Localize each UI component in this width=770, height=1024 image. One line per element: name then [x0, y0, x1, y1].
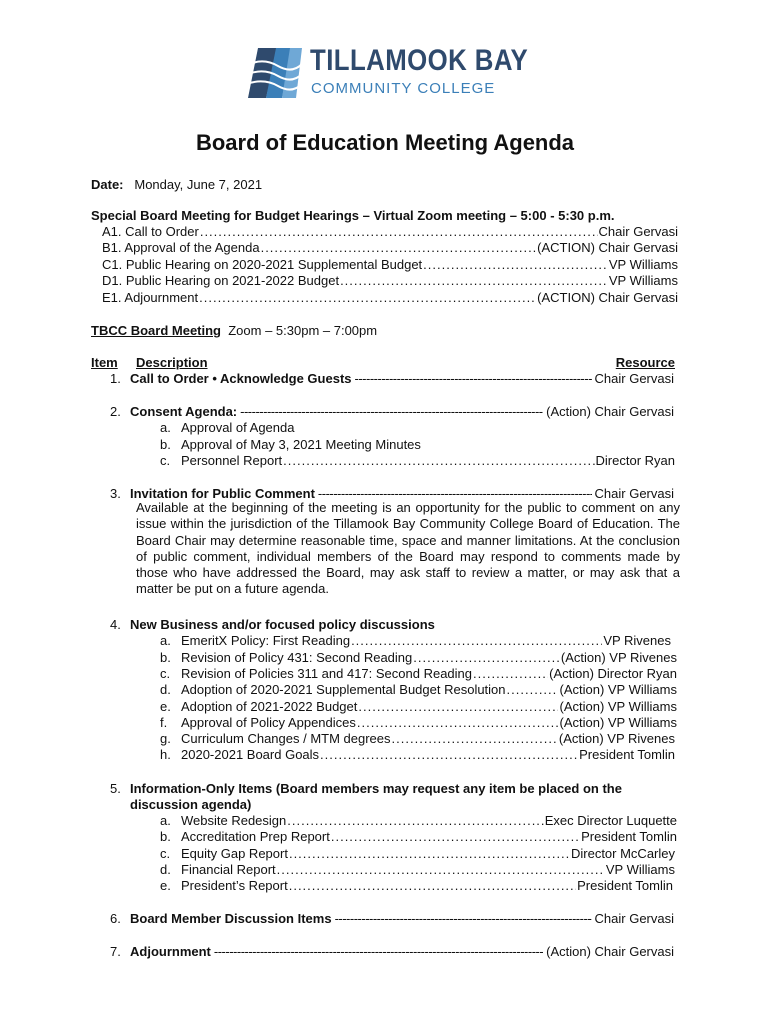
sub-letter: e. — [160, 699, 171, 714]
special-meeting-heading: Special Board Meeting for Budget Hearings – Virtual Zoom meeting – 5:00 - 5:30 p.m. — [91, 208, 615, 223]
sub-item: Equity Gap Report ..... Director McCarley — [181, 846, 675, 862]
tbcc-meeting-heading — [91, 323, 377, 339]
item-number: 2. — [110, 404, 121, 419]
agenda-item-adjournment: Adjournment ----- (Action) Chair Gervasi — [130, 944, 674, 960]
sub-item: Accreditation Prep Report ..... President Tomlin — [181, 829, 677, 845]
sub-item: Financial Report ..... VP Williams — [181, 862, 675, 878]
logo-name: TILLAMOOK BAY — [310, 44, 529, 77]
item-number: 5. — [110, 781, 121, 796]
logo-wave-icon — [244, 42, 304, 102]
sub-letter: b. — [160, 829, 171, 844]
agenda-item-public-comment: Invitation for Public Comment ----- Chair Gervasi — [130, 486, 674, 502]
tbcc-time: Zoom – 5:30pm – 7:00pm — [228, 323, 378, 338]
agenda-item-new-business: New Business and/or focused policy discussions — [130, 617, 435, 632]
sub-item: Adoption of 2020-2021 Supplemental Budget Resolution ..... (Action) VP Williams — [181, 682, 677, 698]
sub-letter: a. — [160, 420, 171, 435]
sub-letter: a. — [160, 813, 171, 828]
sub-letter: c. — [160, 453, 171, 468]
tbcc-label: TBCC Board Meeting — [91, 323, 221, 338]
sub-letter: c. — [160, 666, 171, 681]
agenda-item-call-to-order: Call to Order • Acknowledge Guests ----- Chair Gervasi — [130, 371, 674, 387]
sub-letter: h. — [160, 747, 171, 762]
sub-item: Approval of May 3, 2021 Meeting Minutes — [181, 437, 421, 452]
sub-item: Website Redesign ..... Exec Director Luquette — [181, 813, 677, 829]
agenda-item-discussion: Board Member Discussion Items ----- Chair Gervasi — [130, 911, 674, 927]
sub-item: Approval of Agenda — [181, 420, 295, 435]
sub-item: 2020-2021 Board Goals ..... President Tomlin — [181, 747, 675, 763]
sub-letter: f. — [160, 715, 168, 730]
header-description: Description — [136, 355, 208, 370]
logo-subtitle: COMMUNITY COLLEGE — [311, 80, 496, 97]
sub-letter: d. — [160, 862, 171, 877]
sub-item: EmeritX Policy: First Reading ..... VP Rivenes — [181, 633, 671, 649]
college-logo — [244, 42, 544, 102]
sub-letter: e. — [160, 878, 171, 893]
sub-item: Curriculum Changes / MTM degrees ..... (Action) VP Rivenes — [181, 731, 675, 747]
item-number: 7. — [110, 944, 121, 959]
sub-item: President’s Report ..... President Tomlin — [181, 878, 673, 894]
sub-letter: c. — [160, 846, 171, 861]
sub-letter: b. — [160, 437, 171, 452]
agenda-item-consent: Consent Agenda: ----- (Action) Chair Gervasi — [130, 404, 674, 420]
sub-item: Personnel Report ..... Director Ryan — [181, 453, 675, 469]
agenda-item-information-only-cont: discussion agenda) — [130, 797, 252, 812]
page-title: Board of Education Meeting Agenda — [195, 130, 575, 155]
header-resource: Resource — [615, 355, 675, 370]
item-number: 3. — [110, 486, 121, 501]
sub-letter: a. — [160, 633, 171, 648]
list-item: C1. Public Hearing on 2020-2021 Supplemental Budget ..... VP Williams — [102, 257, 678, 273]
date-label: Date: — [91, 177, 124, 192]
item-number: 4. — [110, 617, 121, 632]
sub-item: Adoption of 2021-2022 Budget ..... (Action) VP Williams — [181, 699, 677, 715]
sub-letter: d. — [160, 682, 171, 697]
sub-item: Revision of Policy 431: Second Reading ..... (Action) VP Rivenes — [181, 650, 677, 666]
list-item: B1. Approval of the Agenda ..... (ACTION) Chair Gervasi — [102, 240, 678, 256]
sub-letter: g. — [160, 731, 171, 746]
header-item: Item — [91, 355, 118, 370]
date-value: Monday, June 7, 2021 — [134, 177, 263, 192]
list-item: D1. Public Hearing on 2021-2022 Budget ..... VP Williams — [102, 273, 678, 289]
sub-letter: b. — [160, 650, 171, 665]
public-comment-description: Available at the beginning of the meeting is an opportunity for the public to comment on any issue within the jurisdiction of the Tillamook Bay Community College Board of Education. The Board Chair may determine reasonable time, space and manner limitations. At the conclusion of public comment, individual members of the Board may respond to comments made by those who have addressed the Board, may ask staff to review a matter, or may ask that a matter be put on a future agenda. — [136, 500, 680, 597]
item-number: 6. — [110, 911, 121, 926]
meeting-date — [91, 177, 262, 193]
sub-item: Revision of Policies 311 and 417: Second Reading ..... (Action) Director Ryan — [181, 666, 677, 682]
agenda-item-information-only: Information-Only Items (Board members may request any item be placed on the — [130, 781, 622, 796]
sub-item: Approval of Policy Appendices ..... (Action) VP Williams — [181, 715, 677, 731]
list-item: E1. Adjournment ..... (ACTION) Chair Gervasi — [102, 290, 678, 306]
item-number: 1. — [110, 371, 121, 386]
list-item: A1. Call to Order ..... Chair Gervasi — [102, 224, 678, 240]
